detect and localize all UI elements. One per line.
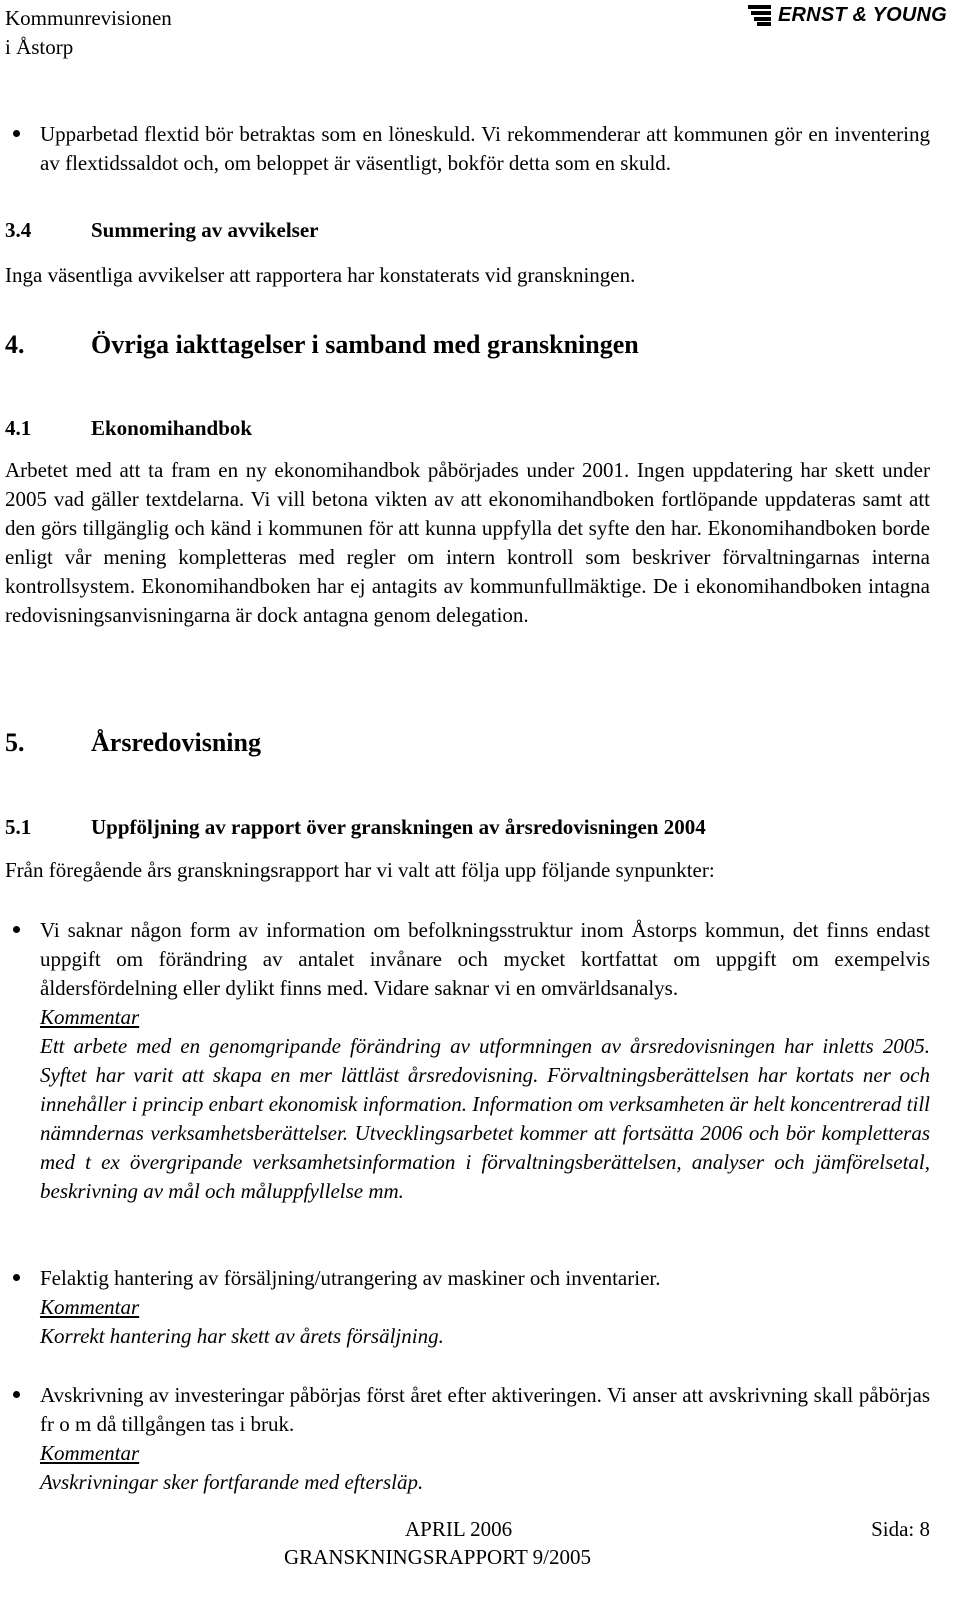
logo-bars-icon — [748, 5, 771, 26]
comment-label: Kommentar — [40, 1295, 140, 1319]
bullet-icon — [13, 926, 20, 933]
heading-3-4 — [0, 218, 960, 248]
comment-label: Kommentar — [40, 1005, 140, 1029]
section-3-4-body: Inga väsentliga avvikelser att rapportera har konstaterats vid granskningen. — [5, 263, 636, 287]
bullet-icon — [13, 1391, 20, 1398]
logo-text: ERNST & YOUNG — [778, 4, 947, 26]
heading-number: 4. — [5, 330, 25, 359]
header-organization — [5, 4, 172, 62]
heading-4 — [0, 330, 960, 366]
heading-title: Ekonomihandbok — [91, 416, 253, 440]
heading-title: Summering av avvikelser — [91, 218, 319, 242]
list-item — [40, 1264, 930, 1351]
list-item-text: Vi saknar någon form av information om befolkningsstruktur inom Åstorps kommun, det finns endast uppgift om förändring av antalet invånare och mycket kortfattat om uppgift om exempelvis åldersfördelning eller dylikt finns med. Vidare saknar vi en omvärldsanalys. — [40, 918, 930, 1000]
bullet-icon — [13, 1274, 20, 1281]
list-item — [40, 1381, 930, 1497]
heading-4-1 — [0, 416, 960, 446]
org-line-2: i Åstorp — [5, 35, 74, 59]
heading-number: 5.1 — [5, 815, 32, 839]
list-item-text: Felaktig hantering av försäljning/utrangering av maskiner och inventarier. — [40, 1266, 661, 1290]
section-4-1-body: Arbetet med att ta fram en ny ekonomihandbok påbörjades under 2001. Ingen uppdatering har skett under 2005 vad gäller textdelarna. Vi vill betona vikten av att ekonomihandboken fortlöpande uppdateras samt att den görs tillgänglig och känd i kommunen för att kunna uppfylla det syfte den har. Ekonomihandboken borde enligt vår mening kompletteras med regler om intern kontroll som beskriver förvaltningarnas interna kontrollsystem. Ekonomihandboken har ej antagits av kommunfullmäktige. De i ekonomihandboken intagna redovisningsanvisningarna är dock antagna genom delegation. — [5, 458, 930, 627]
footer-report-id: GRANSKNINGSRAPPORT 9/2005 — [284, 1545, 591, 1569]
footer-page-number: Sida: 8 — [871, 1517, 930, 1541]
comment-label: Kommentar — [40, 1441, 140, 1465]
list-item-text: Avskrivning av investeringar påbörjas först året efter aktiveringen. Vi anser att avskrivning skall påbörjas fr o m då tillgången tas i bruk. — [40, 1383, 930, 1436]
heading-title: Uppföljning av rapport över granskningen av årsredovisningen 2004 — [91, 815, 706, 839]
section-5-1-intro: Från föregående års granskningsrapport har vi valt att följa upp följande synpunkter: — [5, 858, 715, 882]
intro-bullet-text: Upparbetad flextid bör betraktas som en löneskuld. Vi rekommenderar att kommunen gör en inventering av flextidssaldot och, om beloppet är väsentligt, bokför detta som en skuld. — [40, 122, 930, 175]
comment-text: Avskrivningar sker fortfarande med eftersläp. — [40, 1470, 424, 1494]
heading-number: 3.4 — [5, 218, 32, 242]
org-line-1: Kommunrevisionen — [5, 6, 172, 30]
list-item — [40, 916, 930, 1206]
comment-text: Ett arbete med en genomgripande förändring av utformningen av årsredovisningen har inletts 2005. Syftet har varit att skapa en mer lättläst årsredovisning. Förvaltningsberättelsen har kortats ner och innehåller i princip enbart ekonomisk information. Information om verksamheten är helt koncentrerad till nämndernas verksamhetsberättelser. Utvecklingsarbetet kommer att fortsätta 2006 och bör kompletteras med t ex övergripande verksamhetsinformation i förvaltningsberättelsen, analyser och jämförelsetal, beskrivning av mål och måluppfyllelse mm. — [40, 1034, 930, 1203]
heading-5-1 — [0, 815, 960, 845]
heading-number: 4.1 — [5, 416, 32, 440]
heading-number: 5. — [5, 728, 25, 757]
comment-text: Korrekt hantering har skett av årets försäljning. — [40, 1324, 444, 1348]
ernst-young-logo — [748, 4, 947, 27]
heading-title: Övriga iakttagelser i samband med granskningen — [91, 330, 639, 359]
bullet-icon — [13, 130, 20, 137]
heading-title: Årsredovisning — [91, 728, 261, 757]
footer-date: APRIL 2006 — [405, 1517, 513, 1541]
heading-5 — [0, 728, 960, 764]
